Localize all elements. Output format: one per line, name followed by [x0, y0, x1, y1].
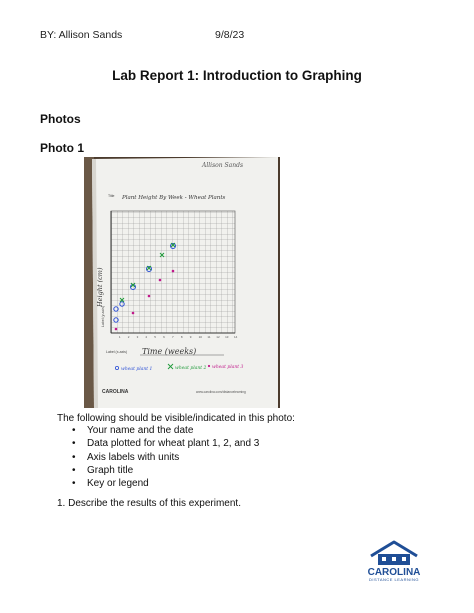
photo-title-prefix: Title: [108, 194, 115, 198]
photo-x-tick: 14: [234, 335, 238, 339]
photo-xlabel: Time (weeks): [142, 347, 197, 356]
photo-x-tick: 11: [207, 335, 211, 339]
photo-x-tick: 6: [163, 335, 165, 339]
photo-x-tick: 10: [198, 335, 202, 339]
photo-x-tick: 3: [136, 335, 139, 339]
photo-x-tick: 12: [216, 335, 220, 339]
logo-text: CAROLINA: [367, 567, 421, 578]
photo-x-tick: 1: [118, 335, 121, 339]
house-logo-icon: [361, 540, 427, 582]
photo-graph-title: Plant Height By Week - Wheat Plants: [122, 195, 226, 201]
photo-legend-3: wheat plant 3: [212, 365, 244, 370]
question-1: 1. Describe the results of this experiment.: [57, 498, 241, 509]
instructions-text: The following should be visible/indicated in this photo:: [57, 413, 295, 424]
photo-x-tick: 13: [225, 335, 229, 339]
photo-x-tick: 7: [172, 335, 174, 339]
author-line: BY: Allison Sands: [40, 29, 123, 41]
logo-tagline: DISTANCE LEARNING: [369, 577, 419, 582]
photo-x-tick: 5: [154, 335, 156, 339]
photo-x-tick: 8: [180, 335, 183, 339]
graph-photo-image: [84, 157, 280, 408]
date-line: 9/8/23: [215, 29, 245, 41]
list-item: • Graph title: [72, 464, 259, 477]
report-title: Lab Report 1: Introduction to Graphing: [112, 68, 362, 83]
list-item: • Key or legend: [72, 477, 259, 490]
photo-ylabel-prefix: Label (y-axis): [101, 305, 105, 327]
graph-photo: [84, 157, 280, 408]
requirements-list: [72, 424, 259, 490]
photo-legend-2: wheat plant 2: [175, 366, 207, 371]
photo-legend-1: wheat plant 1: [121, 367, 153, 372]
photo-brand: CAROLINA: [102, 389, 129, 395]
photo-url: www.carolina.com/distancelearning: [196, 390, 246, 394]
photo-x-tick: 9: [189, 335, 192, 339]
carolina-logo: [361, 540, 427, 582]
photo-xlabel-prefix: Label (x-axis): [106, 350, 128, 354]
photos-heading: Photos: [40, 112, 81, 126]
photo-x-tick: 4: [145, 335, 148, 339]
photo-x-tick: 2: [127, 335, 130, 339]
photo-ylabel: Height (cm): [96, 267, 104, 307]
photo-corner-name: Allison Sands: [202, 162, 244, 169]
list-item: • Axis labels with units: [72, 451, 259, 464]
photo1-heading: Photo 1: [40, 141, 84, 155]
list-item: • Your name and the date: [72, 424, 259, 437]
list-item: • Data plotted for wheat plant 1, 2, and 3: [72, 437, 259, 450]
